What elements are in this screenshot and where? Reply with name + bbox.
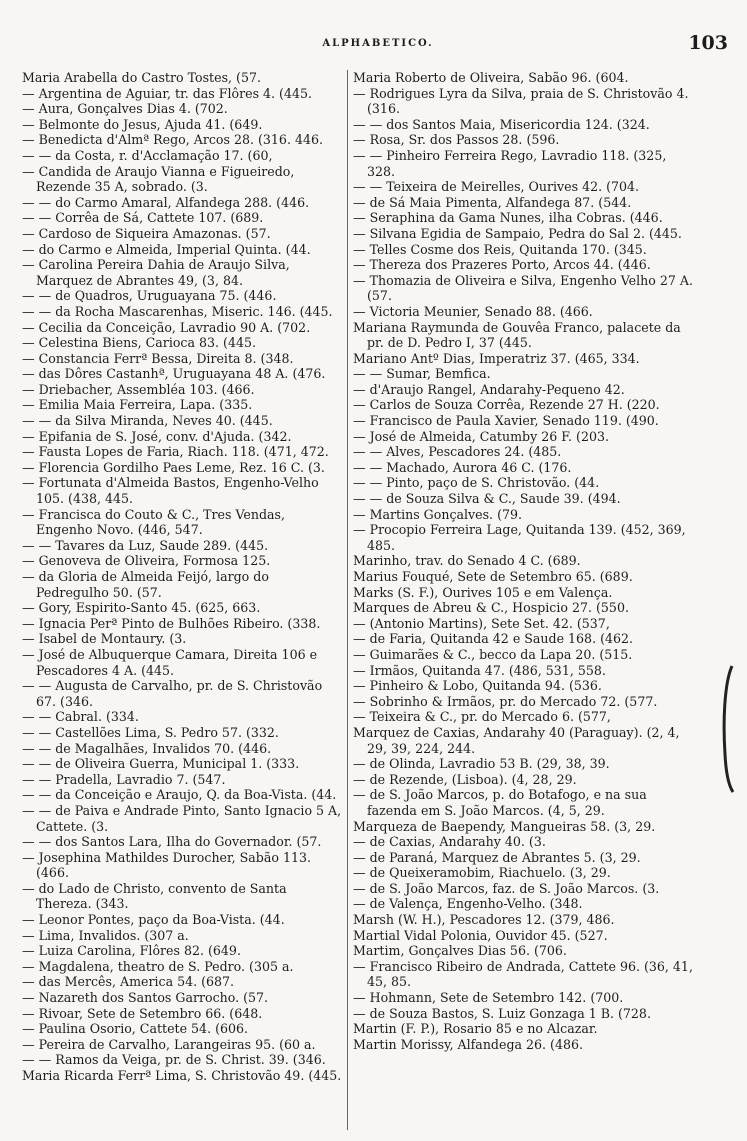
directory-entry: — d'Araujo Rangel, Andarahy-Pequeno 42. — [353, 381, 625, 397]
directory-entry: — Rosa, Sr. dos Passos 28. (596. — [353, 132, 560, 148]
directory-entry: — das Mercês, America 54. (687. — [22, 974, 235, 990]
directory-entry: — Lima, Invalidos. (307 a. — [22, 927, 189, 943]
directory-entry: Maria Ricarda Ferrª Lima, S. Christovão 49. (445. — [22, 1068, 342, 1083]
directory-entry: — — Ramos da Veiga, pr. de S. Christ. 39. (346. — [22, 1052, 326, 1068]
directory-entry: — — Machado, Aurora 46 C. (176. — [353, 459, 572, 475]
directory-entry: — Carolina Pereira Dahia de Araujo Silva, Marquez de Abrantes 49, (3, 84. — [22, 257, 290, 288]
directory-entry: Maria Arabella do Castro Tostes, (57. — [22, 70, 261, 85]
right-column — [353, 70, 695, 1130]
directory-entry: — — dos Santos Maia, Misericordia 124. (324. — [353, 116, 650, 132]
directory-entry: — — de Paiva e Andrade Pinto, Santo Ignacio 5 A, Cattete. (3. — [22, 802, 342, 834]
directory-entry: — Francisco de Paula Xavier, Senado 119. (490. — [353, 413, 659, 429]
directory-entry: — de Paraná, Marquez de Abrantes 5. (3, 29. — [353, 849, 641, 865]
directory-entry: — do Carmo e Almeida, Imperial Quinta. (44. — [22, 241, 311, 257]
left-column — [22, 70, 342, 1130]
directory-entry: Marinho, trav. do Senado 4 C. (689. — [353, 553, 581, 569]
directory-entry: — de Souza Bastos, S. Luiz Gonzaga 1 B. (728. — [353, 1005, 651, 1021]
directory-entry: — — Tavares da Luz, Saude 289. (445. — [22, 537, 269, 553]
directory-entry: — — Castellões Lima, S. Pedro 57. (332. — [22, 724, 279, 740]
directory-entry: — Guimarães & C., becco da Lapa 20. (515. — [353, 646, 633, 662]
directory-entry: Martim, Gonçalves Dias 56. (706. — [353, 943, 567, 959]
directory-entry: — Celestina Biens, Carioca 83. (445. — [22, 335, 256, 351]
directory-entry: — Epifania de S. José, conv. d'Ajuda. (342. — [22, 428, 292, 444]
directory-entry: — Martins Gonçalves. (79. — [353, 506, 523, 522]
directory-entry: — das Dôres Castanhª, Uruguayana 48 A. (476. — [22, 366, 326, 382]
directory-entry: Marsh (W. H.), Pescadores 12. (379, 486. — [353, 912, 615, 928]
directory-entry: — de S. João Marcos, faz. de S. João Marcos. (3. — [353, 880, 660, 896]
directory-entry: — Paulina Osorio, Cattete 54. (606. — [22, 1021, 249, 1037]
directory-entry: — Magdalena, theatro de S. Pedro. (305 a. — [22, 958, 294, 974]
directory-entry: — — da Conceição e Araujo, Q. da Boa-Vista. (44. — [22, 787, 337, 803]
directory-entry: — Isabel de Montaury. (3. — [22, 631, 187, 647]
directory-entry: Marquez de Caxias, Andarahy 40 (Paraguay). (2, 4, 29, 39, 224, 244. — [353, 724, 680, 756]
directory-entry: — — Teixeira de Meirelles, Ourives 42. (704. — [353, 179, 640, 195]
directory-entry: — Victoria Meunier, Senado 88. (466. — [353, 303, 593, 319]
directory-entry: — Francisca do Couto & C., Tres Vendas, Engenho Novo. (446, 547. — [22, 506, 285, 538]
margin-bracket-mark — [721, 664, 735, 794]
directory-entry: — Seraphina da Gama Nunes, ilha Cobras. (446. — [353, 210, 663, 226]
directory-entry: — — Augusta de Carvalho, pr. de S. Christovão 67. (346. — [22, 678, 323, 709]
directory-entry: — — dos Santos Lara, Ilha do Governador. (57. — [22, 834, 322, 850]
directory-entry: — Cardoso de Siqueira Amazonas. (57. — [22, 225, 271, 241]
directory-entry: — Fausta Lopes de Faria, Riach. 118. (471, 472. — [22, 444, 329, 460]
directory-entry: — — Sumar, Bemfica. — [353, 366, 491, 382]
directory-entry: — Benedicta d'Almª Rego, Arcos 28. (316. 446. — [22, 132, 323, 148]
directory-entry: — — Alves, Pescadores 24. (485. — [353, 444, 562, 460]
directory-entry: — José de Almeida, Catumby 26 F. (203. — [353, 428, 609, 444]
directory-entry: — de S. João Marcos, p. do Botafogo, e na sua fazenda em S. João Marcos. (4, 5, 29. — [353, 787, 647, 818]
directory-entry: — Irmãos, Quitanda 47. (486, 531, 558. — [353, 662, 606, 678]
directory-entry: — Hohmann, Sete de Setembro 142. (700. — [353, 990, 624, 1006]
directory-entry: — (Antonio Martins), Sete Set. 42. (537, — [353, 615, 610, 631]
directory-entry: — — de Quadros, Uruguayana 75. (446. — [22, 288, 277, 304]
directory-entry: — José de Albuquerque Camara, Direita 106 e Pescadores 4 A. (445. — [22, 646, 318, 678]
directory-entry: — — Pinheiro Ferreira Rego, Lavradio 118. (325, 328. — [353, 147, 667, 179]
directory-entry: Marques de Abreu & C., Hospicio 27. (550. — [353, 600, 629, 616]
directory-entry: — Thomazia de Oliveira e Silva, Engenho Velho 27 A. (57. — [353, 272, 693, 304]
directory-entry: — Francisco Ribeiro de Andrada, Cattete 96. (36, 41, 45, 85. — [353, 958, 693, 990]
directory-entry: — — Pinto, paço de S. Christovão. (44. — [353, 475, 600, 491]
directory-entry: — Nazareth dos Santos Garrocho. (57. — [22, 990, 269, 1006]
directory-entry: Martin Morissy, Alfandega 26. (486. — [353, 1036, 584, 1052]
directory-entry: — Carlos de Souza Corrêa, Rezende 27 H. (220. — [353, 397, 660, 413]
directory-entry: — Gory, Espirito-Santo 45. (625, 663. — [22, 600, 261, 616]
directory-entry: — Cecilia da Conceição, Lavradio 90 A. (702. — [22, 319, 311, 335]
directory-entry: — do Lado de Christo, convento de Santa Thereza. (343. — [22, 880, 287, 912]
directory-entry: — Argentina de Aguiar, tr. das Flôres 4. (445. — [22, 85, 313, 101]
directory-entry: — Belmonte do Jesus, Ajuda 41. (649. — [22, 116, 263, 132]
directory-entry: — Pereira de Carvalho, Larangeiras 95. (60 a. — [22, 1036, 316, 1052]
running-title: ALPHABETICO. — [322, 38, 434, 49]
directory-entry: — Telles Cosme dos Reis, Quitanda 170. (345. — [353, 241, 647, 257]
directory-entry: — — de Souza Silva & C., Saude 39. (494. — [353, 491, 621, 507]
directory-entry: Martin (F. P.), Rosario 85 e no Alcazar. — [353, 1021, 598, 1037]
directory-entry: — Driebacher, Assembléa 103. (466. — [22, 381, 255, 397]
directory-entry: — Rivoar, Sete de Setembro 66. (648. — [22, 1005, 263, 1021]
directory-entry: — — do Carmo Amaral, Alfandega 288. (446. — [22, 194, 310, 210]
directory-entry: — de Caxias, Andarahy 40. (3. — [353, 834, 546, 850]
directory-entry: — — da Silva Miranda, Neves 40. (445. — [22, 413, 273, 429]
directory-entry: — Rodrigues Lyra da Silva, praia de S. Christovão 4. (316. — [353, 85, 689, 117]
directory-entry: Marks (S. F.), Ourives 105 e em Valença. — [353, 584, 613, 600]
directory-entry: — de Queixeramobim, Riachuelo. (3, 29. — [353, 865, 611, 881]
directory-entry: — — de Oliveira Guerra, Municipal 1. (333. — [22, 756, 300, 772]
directory-entry: — Constancia Ferrª Bessa, Direita 8. (348. — [22, 350, 294, 366]
page-number: 103 — [688, 32, 728, 54]
directory-entry: — Leonor Pontes, paço da Boa-Vista. (44. — [22, 912, 285, 928]
directory-entry: Martial Vidal Polonia, Ouvidor 45. (527. — [353, 927, 608, 943]
directory-entry: Mariano Antº Dias, Imperatriz 37. (465, 334. — [353, 350, 640, 366]
directory-entry: — de Rezende, (Lisboa). (4, 28, 29. — [353, 771, 577, 787]
column-divider — [347, 70, 348, 1130]
directory-entry: — — Pradella, Lavradio 7. (547. — [22, 771, 226, 787]
directory-entry: — Candida de Araujo Vianna e Figueiredo, Rezende 35 A, sobrado. (3. — [22, 163, 295, 195]
directory-entry: — de Valença, Engenho-Velho. (348. — [353, 896, 583, 912]
directory-entry: — Ignacia Perª Pinto de Bulhões Ribeiro. (338. — [22, 615, 321, 631]
directory-entry: Maria Roberto de Oliveira, Sabão 96. (604. — [353, 70, 629, 85]
directory-entry: — — Cabral. (334. — [22, 709, 139, 725]
directory-entry: — — de Magalhães, Invalidos 70. (446. — [22, 740, 272, 756]
directory-entry: — Silvana Egidia de Sampaio, Pedra do Sal 2. (445. — [353, 225, 682, 241]
directory-entry: Mariana Raymunda de Gouvêa Franco, palacete da pr. de D. Pedro I, 37 (445. — [353, 319, 681, 351]
directory-entry: — Pinheiro & Lobo, Quitanda 94. (536. — [353, 678, 602, 694]
directory-entry: — de Sá Maia Pimenta, Alfandega 87. (544. — [353, 194, 632, 210]
directory-entry: — — da Costa, r. d'Acclamação 17. (60, — [22, 147, 273, 163]
directory-entry: — Florencia Gordilho Paes Leme, Rez. 16 C. (3. — [22, 459, 325, 475]
directory-entry: Marqueza de Baependy, Mangueiras 58. (3, 29. — [353, 818, 656, 834]
directory-entry: — Thereza dos Prazeres Porto, Arcos 44. (446. — [353, 257, 651, 273]
directory-entry: — da Gloria de Almeida Feijó, largo do Pedregulho 50. (57. — [22, 569, 269, 600]
directory-entry: — Luiza Carolina, Flôres 82. (649. — [22, 943, 241, 959]
directory-entry: — de Olinda, Lavradio 53 B. (29, 38, 39. — [353, 756, 610, 772]
directory-entry: — Emilia Maia Ferreira, Lapa. (335. — [22, 397, 253, 413]
directory-entry: — Fortunata d'Almeida Bastos, Engenho-Velho 105. (438, 445. — [22, 475, 319, 507]
directory-entry: — de Faria, Quitanda 42 e Saude 168. (462. — [353, 631, 634, 647]
directory-entry: — Teixeira & C., pr. do Mercado 6. (577, — [353, 709, 611, 725]
directory-entry: — Josephina Mathildes Durocher, Sabão 113. (466. — [22, 849, 311, 881]
directory-entry: — — Corrêa de Sá, Cattete 107. (689. — [22, 210, 264, 226]
directory-entry: — Genoveva de Oliveira, Formosa 125. — [22, 553, 271, 569]
page-header — [28, 32, 728, 56]
directory-entry: — Sobrinho & Irmãos, pr. do Mercado 72. (577. — [353, 693, 658, 709]
directory-entry: Marius Fouqué, Sete de Setembro 65. (689. — [353, 569, 633, 584]
directory-entry: — — da Rocha Mascarenhas, Miseric. 146. (445. — [22, 303, 333, 319]
directory-entry: — Aura, Gonçalves Dias 4. (702. — [22, 101, 228, 117]
directory-entry: — Procopio Ferreira Lage, Quitanda 139. (452, 369, 485. — [353, 522, 686, 553]
